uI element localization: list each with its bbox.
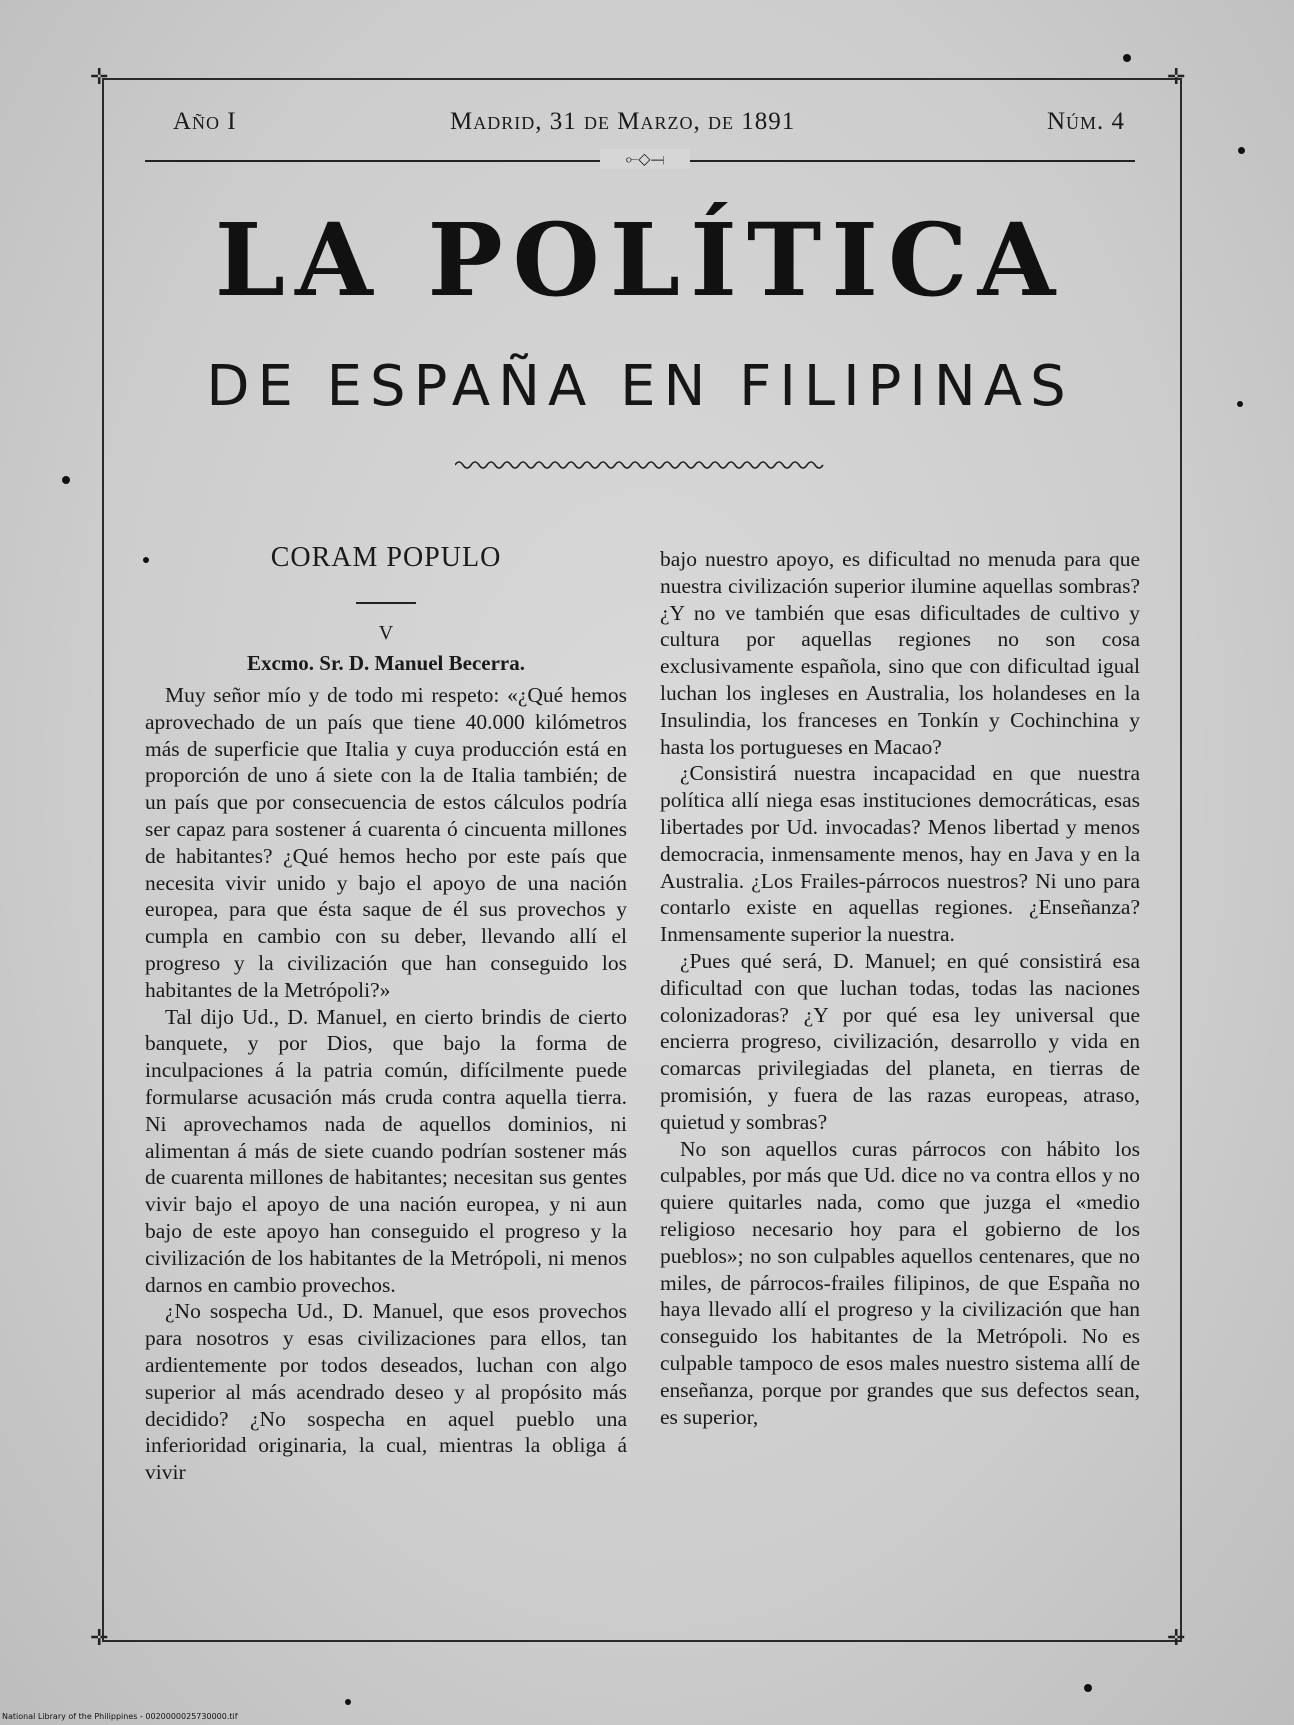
- article-title: CORAM POPULO: [270, 542, 502, 573]
- ink-speck: [62, 476, 70, 484]
- corner-ornament-icon: ✛: [90, 64, 109, 89]
- paragraph: ¿Pues qué será, D. Manuel; en qué consistirá esa dificultad con que luchan todas, todas las naciones colonizadoras? ¿Y por qué esa ley universal que encierra progreso, civilización, desarrollo y vida en comarcas privilegiadas del planeta, en tierras de promisión, y fuera de las razas europeas, atraso, quietud y sombras?: [660, 948, 1140, 1134]
- issue-year: Año I: [173, 108, 237, 135]
- issue-date: Madrid, 31 de Marzo, de 1891: [450, 108, 796, 135]
- paragraph: Muy señor mío y de todo mi respeto: «¿Qué hemos aprovechado de un país que tiene 40.000 kilómetros más de superficie que Italia y cuya producción está en proporción de uno á siete con la de Italia también; de un país que por consecuencia de estos cálculos podría ser capaz para sostener á cuarenta ó cincuenta millones de habitantes? ¿Qué hemos hecho por este país que necesita vivir unido y bajo el apoyo de una nación europea, para que ésta saque de él sus provechos y cumpla en cambio con su deber, llevando allí el progreso y la civilización que han conseguido los habitantes de la Metrópoli?»: [145, 683, 627, 1002]
- corner-ornament-icon: ✛: [90, 1625, 109, 1650]
- ink-speck: [1238, 147, 1245, 154]
- paragraph: No son aquellos curas párrocos con hábito los culpables, por más que Ud. dice no va contra ellos y no quiere quitarles nada, como que juzga el «medio religioso necesario hoy para el gobierno de los pueblos»; no son culpables aquellos centenares, que no miles, de párrocos-frailes filipinos, de que España no haya llevado allí el progreso y la civilización que han conseguido los habitantes de la Metrópoli. No es culpable tampoco de esos males nuestro sistema allí de enseñanza, porque por grandes que sus defectos sean, es superior,: [660, 1136, 1140, 1429]
- masthead-title: LA POLÍTICA: [214, 201, 1066, 319]
- ink-speck: [143, 557, 149, 563]
- section-number: V: [378, 622, 394, 644]
- wavy-divider: [455, 458, 825, 472]
- ink-speck: [345, 1699, 351, 1705]
- article-left-column: [145, 540, 627, 1486]
- paragraph: ¿Consistirá nuestra incapacidad en que nuestra política allí niega esas instituciones democráticas, esas libertades por Ud. invocadas? Menos libertad y menos democracia, inmensamente menos, hay en Java y en la Australia. ¿Los Frailes-párrocos nuestros? Ni uno para contarlo existe en aquellas regiones. ¿Enseñanza? Inmensamente superior la nuestra.: [660, 761, 1140, 947]
- corner-ornament-icon: ✛: [1167, 64, 1186, 89]
- masthead-subtitle: DE ESPAÑA EN FILIPINAS: [206, 354, 1074, 419]
- scan-credit: National Library of the Philippines - 0020000025730000.tif: [2, 1712, 238, 1721]
- paragraph: bajo nuestro apoyo, es dificultad no menuda para que nuestra civilización superior ilumine aquellas sombras? ¿Y no ve también que esas dificultades de cultivo y cultura por aquellas regiones no son cosa exclusivamente española, sino que con dificultad igual luchan los ingleses en Australia, los holandeses en la Insulindia, los franceses en Tonkín y Cochinchina y hasta los portugueses en Macao?: [660, 547, 1140, 759]
- salutation: Excmo. Sr. D. Manuel Becerra.: [246, 651, 525, 675]
- ink-speck: [1123, 54, 1131, 62]
- issue-number: Núm. 4: [1046, 108, 1125, 135]
- corner-ornament-icon: ✛: [1167, 1625, 1186, 1650]
- paragraph: Tal dijo Ud., D. Manuel, en cierto brindis de cierto banquete, y por Dios, que bajo la forma de inculpaciones á la patria común, difícilmente puede formularse acusación más cruda contra aquella tierra. Ni aprovechamos nada de aquellos dominios, ni alimentan á más de siete cuando podrían sostener más de cuarenta millones de habitantes; necesitan sus gentes vivir bajo el apoyo de una nación europea, y ni aun bajo de este apoyo han conseguido el progreso y la civilización de los habitantes de la Metrópoli, ni menos darnos en cambio provechos.: [145, 1004, 627, 1297]
- issue-header: [145, 108, 1135, 148]
- article-right-column: [660, 546, 1140, 1430]
- ink-speck: [1084, 1684, 1092, 1692]
- title-rule: [356, 602, 416, 604]
- ink-speck: [1237, 401, 1243, 407]
- divider-ornament-icon: ⟜◇⟞: [600, 149, 690, 169]
- paragraph: ¿No sospecha Ud., D. Manuel, que esos provechos para nosotros y esas civilizaciones para ellos, tan ardientemente por todos deseados, luchan con algo superior al más acendrado deseo y al propósito más decidido? ¿No sospecha en aquel pueblo una inferioridad originaria, la cual, mientras la obliga á vivir: [145, 1299, 627, 1485]
